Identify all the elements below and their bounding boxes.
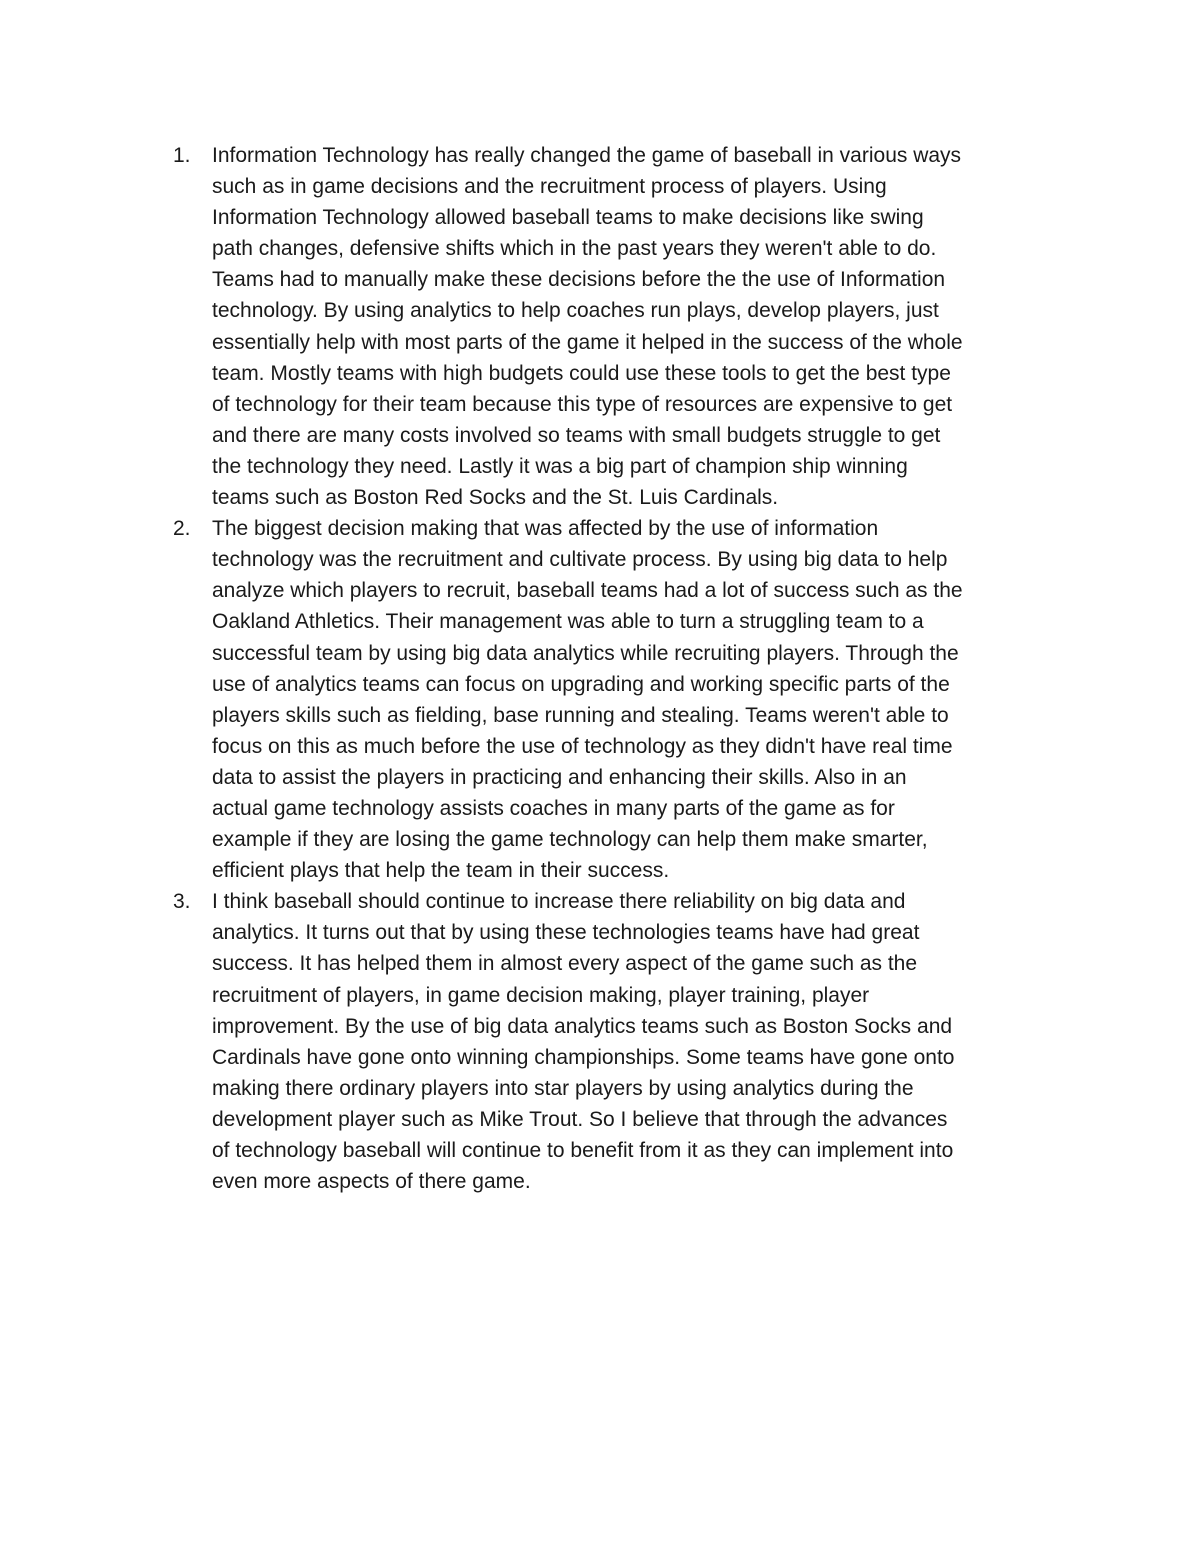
list-item-text: The biggest decision making that was affected by the use of information technology was the recruitment and cultivate process. By using big data to help analyze which players to recruit, baseball teams had a lot of success such as the Oakland Athletics. Their management was able to turn a struggling team to a successful team by using big data analytics while recruiting players. Through the use of analytics teams can focus on upgrading and working specific parts of the players skills such as fielding, base running and stealing. Teams weren't able to focus on this as much before the use of technology as they didn't have real time data to assist the players in practicing and enhancing their skills. Also in an actual game technology assists coaches in many parts of the game as for example if they are losing the game technology can help them make smarter, efficient plays that help the team in their success. — [212, 517, 963, 883]
list-item-number: 2. — [173, 517, 191, 541]
list-item-text: I think baseball should continue to increase there reliability on big data and analytics. It turns out that by using these technologies teams have had great success. It has helped them in almost every aspect of the game such as the recruitment of players, in game decision making, player training, player improvement. By the use of big data analytics teams such as Boston Socks and Cardinals have gone onto winning championships. Some teams have gone onto making there ordinary players into star players by using analytics during the development player such as Mike Trout. So I believe that through the advances of technology baseball will continue to benefit from it as they can implement into even more aspects of there game. — [212, 890, 955, 1194]
list-item-text: Information Technology has really changed the game of baseball in various ways such as in game decisions and the recruitment process of players. Using Information Technology allowed baseball teams to make decisions like swing path changes, defensive shifts which in the past years they weren't able to do. Teams had to manually make these decisions before the the use of Information technology. By using analytics to help coaches run plays, develop players, just essentially help with most parts of the game it helped in the success of the whole team. Mostly teams with high budgets could use these tools to get the best type of technology for their team because this type of resources are expensive to get and there are many costs involved so teams with small budgets struggle to get the technology they need. Lastly it was a big part of champion ship winning teams such as Boston Red Socks and the St. Luis Cardinals. — [212, 144, 963, 510]
list-item-3 — [0, 886, 1200, 1197]
numbered-answer-list — [0, 140, 1200, 1197]
list-item-2 — [0, 513, 1200, 886]
list-item-number: 3. — [173, 890, 191, 914]
list-item-number: 1. — [173, 144, 191, 167]
list-item-1 — [0, 140, 1200, 513]
